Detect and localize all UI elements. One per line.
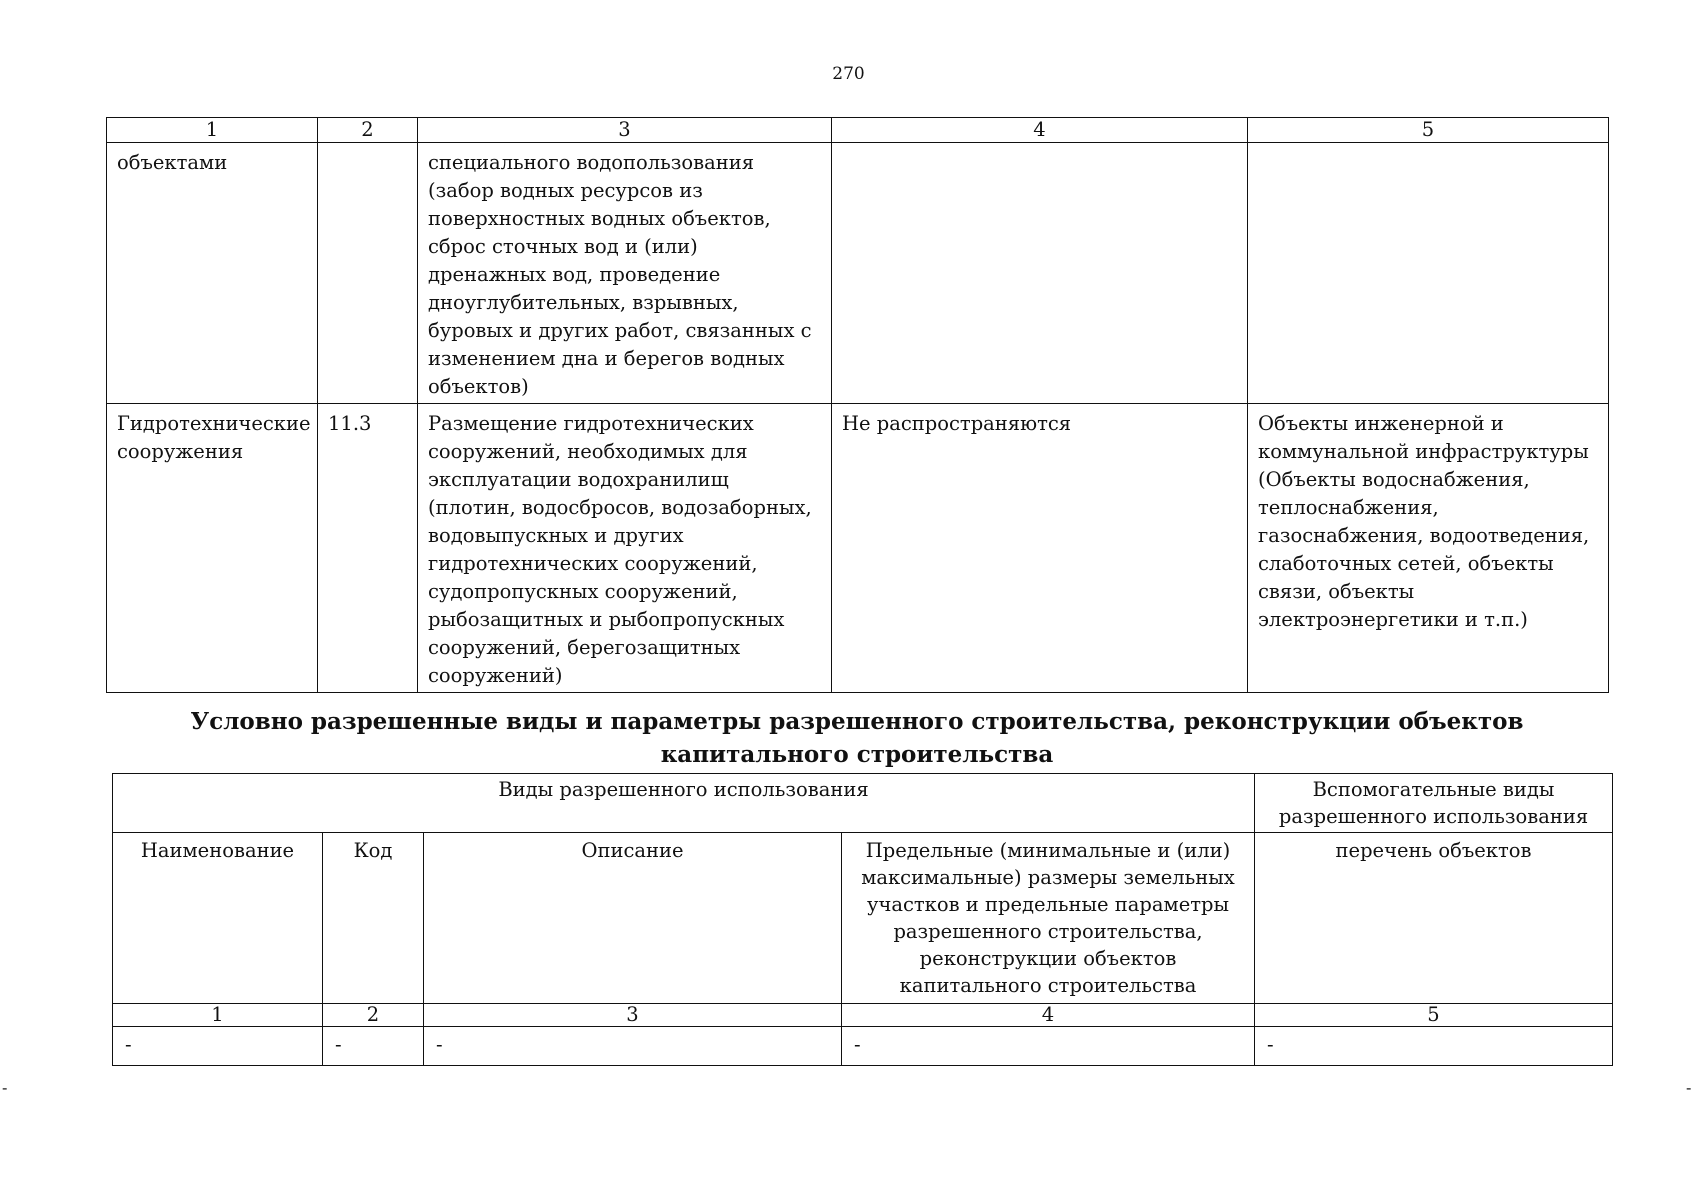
header-params: Предельные (минимальные и (или) максимальные) размеры земельных участков и предельные параметры разрешенного строительства, реконструкции объектов капитального строительства: [842, 833, 1255, 1004]
column-number: 1: [113, 1004, 323, 1027]
edge-mark-left: -: [2, 1078, 8, 1097]
auxiliary-uses-cell: Объекты инженерной и коммунальной инфраструктуры (Объекты водоснабжения, теплоснабжения, газоснабжения, водоотведения, слаботочных сетей, объекты связи, объекты электроэнергетики и т.п.): [1248, 404, 1609, 693]
use-description-cell: Размещение гидротехнических сооружений, необходимых для эксплуатации водохранилищ (плотин, водосбросов, водозаборных, водовыпускных и других гидротехнических сооружений, судопропускных сооружений, рыбозащитных и рыбопропускных сооружений, берегозащитных сооружений): [418, 404, 832, 693]
column-number: 4: [832, 118, 1248, 143]
column-number: 3: [418, 118, 832, 143]
use-params-cell: [832, 143, 1248, 404]
column-number: 3: [424, 1004, 842, 1027]
page-number: 270: [832, 64, 865, 84]
empty-cell: -: [424, 1027, 842, 1066]
group-header-main: Виды разрешенного использования: [113, 774, 1255, 833]
use-name-cell: объектами: [107, 143, 318, 404]
use-name-cell: Гидротехнические сооружения: [107, 404, 318, 693]
table-row: [113, 1027, 1613, 1066]
column-number: 2: [323, 1004, 424, 1027]
group-header-row: [113, 774, 1613, 833]
section-title: Условно разрешенные виды и параметры разрешенного строительства, реконструкции объектов капитального строительства: [190, 708, 1524, 768]
header-code: Код: [323, 833, 424, 1004]
column-number: 1: [107, 118, 318, 143]
empty-cell: -: [1255, 1027, 1613, 1066]
column-header-row: [113, 833, 1613, 1004]
edge-mark-right: -: [1686, 1078, 1692, 1097]
column-number-row: [113, 1004, 1613, 1027]
use-params-cell: Не распространяются: [832, 404, 1248, 693]
permitted-uses-table-continued: [106, 117, 1609, 693]
auxiliary-uses-cell: [1248, 143, 1609, 404]
empty-cell: -: [323, 1027, 424, 1066]
table-row: [107, 404, 1609, 693]
conditionally-permitted-uses-table: [112, 773, 1613, 1066]
column-number: 2: [318, 118, 418, 143]
empty-cell: -: [842, 1027, 1255, 1066]
column-number: 5: [1248, 118, 1609, 143]
use-description-cell: специального водопользования (забор водных ресурсов из поверхностных водных объектов, сброс сточных вод и (или) дренажных вод, проведение дноуглубительных, взрывных, буровых и других работ, связанных с изменением дна и берегов водных объектов): [418, 143, 832, 404]
empty-cell: -: [113, 1027, 323, 1066]
column-number-row: [107, 118, 1609, 143]
column-number: 5: [1255, 1004, 1613, 1027]
header-aux: перечень объектов: [1255, 833, 1613, 1004]
table-row: [107, 143, 1609, 404]
header-description: Описание: [424, 833, 842, 1004]
group-header-aux: Вспомогательные виды разрешенного использования: [1255, 774, 1613, 833]
use-code-cell: 11.3: [318, 404, 418, 693]
header-name: Наименование: [113, 833, 323, 1004]
column-number: 4: [842, 1004, 1255, 1027]
use-code-cell: [318, 143, 418, 404]
